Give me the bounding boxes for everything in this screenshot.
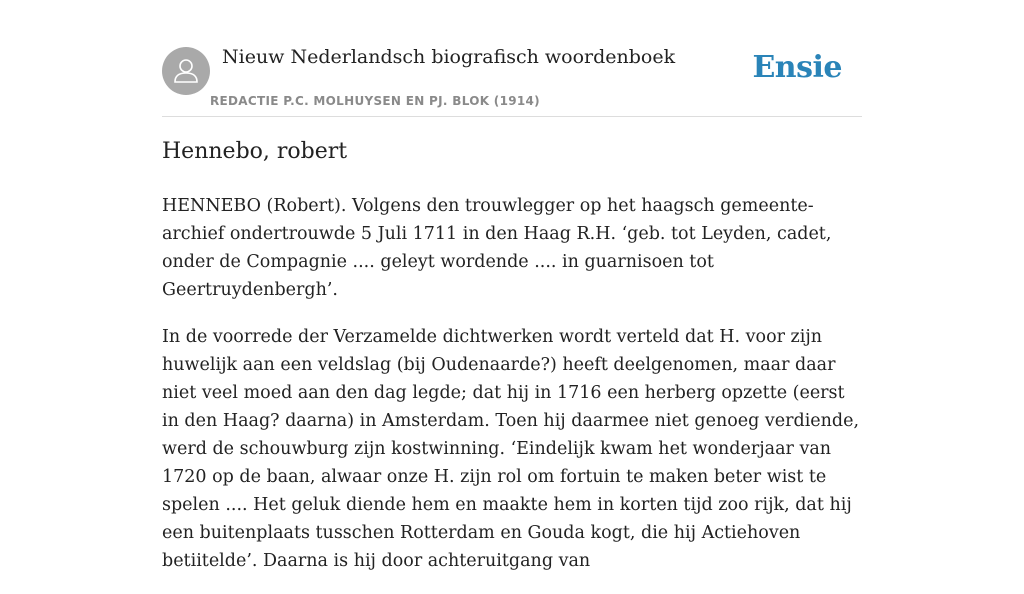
book-title[interactable]: Nieuw Nederlandsch biografisch woordenboek xyxy=(222,46,676,68)
paragraph: HENNEBO (Robert). Volgens den trouwlegger op het haagsch gemeente-archief ondertrouwde 5 Juli 1711 in den Haag R.H. ‘geb. tot Leyden, cadet, onder de Compagnie .... geleyt wordende .... in guarnisoen tot Geertruydenbergh’. xyxy=(162,196,832,300)
book-editor: REDACTIE P.C. MOLHUYSEN EN PJ. BLOK (1914) xyxy=(210,94,540,108)
ensie-logo[interactable]: Ensie xyxy=(752,50,842,85)
paragraph: In de voorrede der Verzamelde dichtwerken wordt verteld dat H. voor zijn huwelijk aan een veldslag (bij Oudenaarde?) heeft deelgenomen, maar daar niet veel moed aan den dag legde; dat hij in 1716 een herberg opzette (eerst in den Haag? daarna) in Amsterdam. Toen hij daarmee niet genoeg verdiende, werd de schouwburg zijn kostwinning. ‘Eindelijk kwam het wonderjaar van 1720 op de baan, alwaar onze H. zijn rol om fortuin te maken beter wist te spelen .... Het geluk diende hem en maakte hem in korten tijd zoo rijk, dat hij een buitenplaats tusschen Rotterdam en Gouda kogt, die hij Actiehoven betiitelde’. Daarna is hij door achteruitgang van xyxy=(162,327,860,571)
book-header xyxy=(162,44,862,117)
user-icon xyxy=(162,47,210,95)
entry-title: Hennebo, robert xyxy=(162,139,348,164)
article-body xyxy=(162,192,862,594)
